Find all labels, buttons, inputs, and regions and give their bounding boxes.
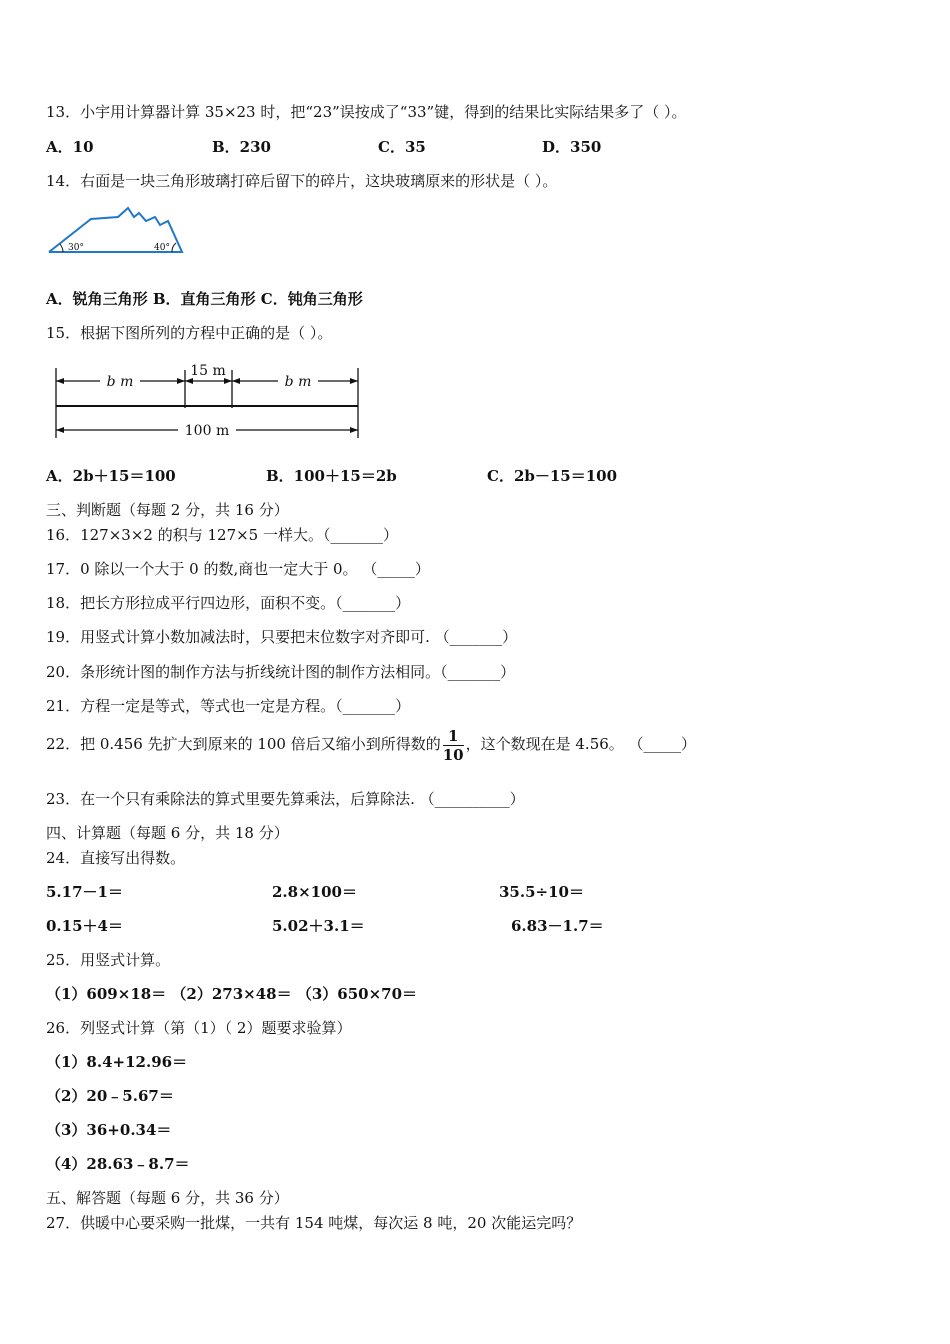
calc-item-2: 2.8×100＝: [272, 883, 357, 901]
question-15-option-b: B．100＋15＝2b: [266, 467, 397, 485]
question-24-stem: 24．直接写出得数。: [46, 849, 186, 867]
question-26-item-2: （2）20﹣5.67＝: [46, 1087, 174, 1105]
section-5-heading: 五、解答题（每题 6 分，共 36 分）: [46, 1189, 289, 1207]
question-17: 17．0 除以一个大于 0 的数,商也一定大于 0。 （_____）: [46, 560, 430, 578]
calc-item-5: 5.02＋3.1＝: [272, 917, 365, 935]
question-20: 20．条形统计图的制作方法与折线统计图的制作方法相同。（_______）: [46, 663, 516, 681]
question-16: 16．127×3×2 的积与 127×5 一样大。（_______）: [46, 526, 398, 544]
segment-length-diagram: [52, 360, 362, 442]
question-13-option-d: D．350: [542, 138, 602, 156]
calc-item-3: 35.5÷10＝: [499, 883, 584, 901]
question-26-stem: 26．列竖式计算（第（1）（ 2）题要求验算）: [46, 1019, 352, 1037]
question-22-after: ，这个数现在是 4.56。 （_____）: [465, 735, 697, 753]
question-18: 18．把长方形拉成平行四边形，面积不变。（_______）: [46, 594, 411, 612]
question-14-options: A．锐角三角形 B．直角三角形 C．钝角三角形: [46, 290, 363, 308]
question-13-stem: 13．小宇用计算器计算 35×23 时，把“23”误按成了“33”键，得到的结果比实际结果多了（ ）。: [46, 103, 687, 121]
label-15m: 15 m: [190, 363, 226, 379]
question-15-option-a: A．2b＋15＝100: [46, 467, 176, 485]
question-22: [46, 724, 696, 764]
question-13-option-c: C．35: [378, 138, 426, 156]
question-26-item-1: （1）8.4+12.96＝: [46, 1053, 188, 1071]
question-15-option-c: C．2b－15＝100: [487, 467, 618, 485]
calc-item-6: 6.83－1.7＝: [511, 917, 604, 935]
section-4-heading: 四、计算题（每题 6 分，共 18 分）: [46, 824, 289, 842]
question-21: 21．方程一定是等式，等式也一定是方程。（_______）: [46, 697, 411, 715]
section-3-heading: 三、判断题（每题 2 分，共 16 分）: [46, 501, 289, 519]
fraction-one-tenth: [443, 727, 464, 764]
question-13-option-b: B．230: [212, 138, 271, 156]
calc-item-4: 0.15＋4＝: [46, 917, 123, 935]
question-25-items: （1）609×18＝ （2）273×48＝ （3）650×70＝: [46, 985, 418, 1003]
fraction-denominator: 10: [442, 745, 464, 764]
label-100m: 100 m: [184, 423, 230, 439]
question-25-stem: 25．用竖式计算。: [46, 951, 171, 969]
question-15-stem: 15．根据下图所列的方程中正确的是（ ）。: [46, 324, 333, 342]
angle-left-label: 30°: [68, 243, 84, 253]
label-b-left: b m: [106, 374, 134, 390]
label-b-right: b m: [284, 374, 312, 390]
fraction-numerator: 1: [443, 727, 464, 746]
question-22-before: 22．把 0.456 先扩大到原来的 100 倍后又缩小到所得数的: [46, 735, 441, 753]
question-23: 23．在一个只有乘除法的算式里要先算乘法，后算除法. （__________）: [46, 790, 525, 808]
question-14-stem: 14．右面是一块三角形玻璃打碎后留下的碎片，这块玻璃原来的形状是（ ）。: [46, 172, 558, 190]
angle-right-label: 40°: [154, 243, 170, 253]
question-19: 19．用竖式计算小数加减法时，只要把末位数字对齐即可. （_______）: [46, 628, 518, 646]
question-13-option-a: A．10: [46, 138, 94, 156]
broken-glass-triangle-figure: [46, 205, 186, 255]
question-27: 27．供暖中心要采购一批煤，一共有 154 吨煤，每次运 8 吨，20 次能运完吗？: [46, 1214, 582, 1232]
calc-item-1: 5.17－1＝: [46, 883, 123, 901]
question-26-item-3: （3）36+0.34＝: [46, 1121, 172, 1139]
question-26-item-4: （4）28.63﹣8.7＝: [46, 1155, 190, 1173]
